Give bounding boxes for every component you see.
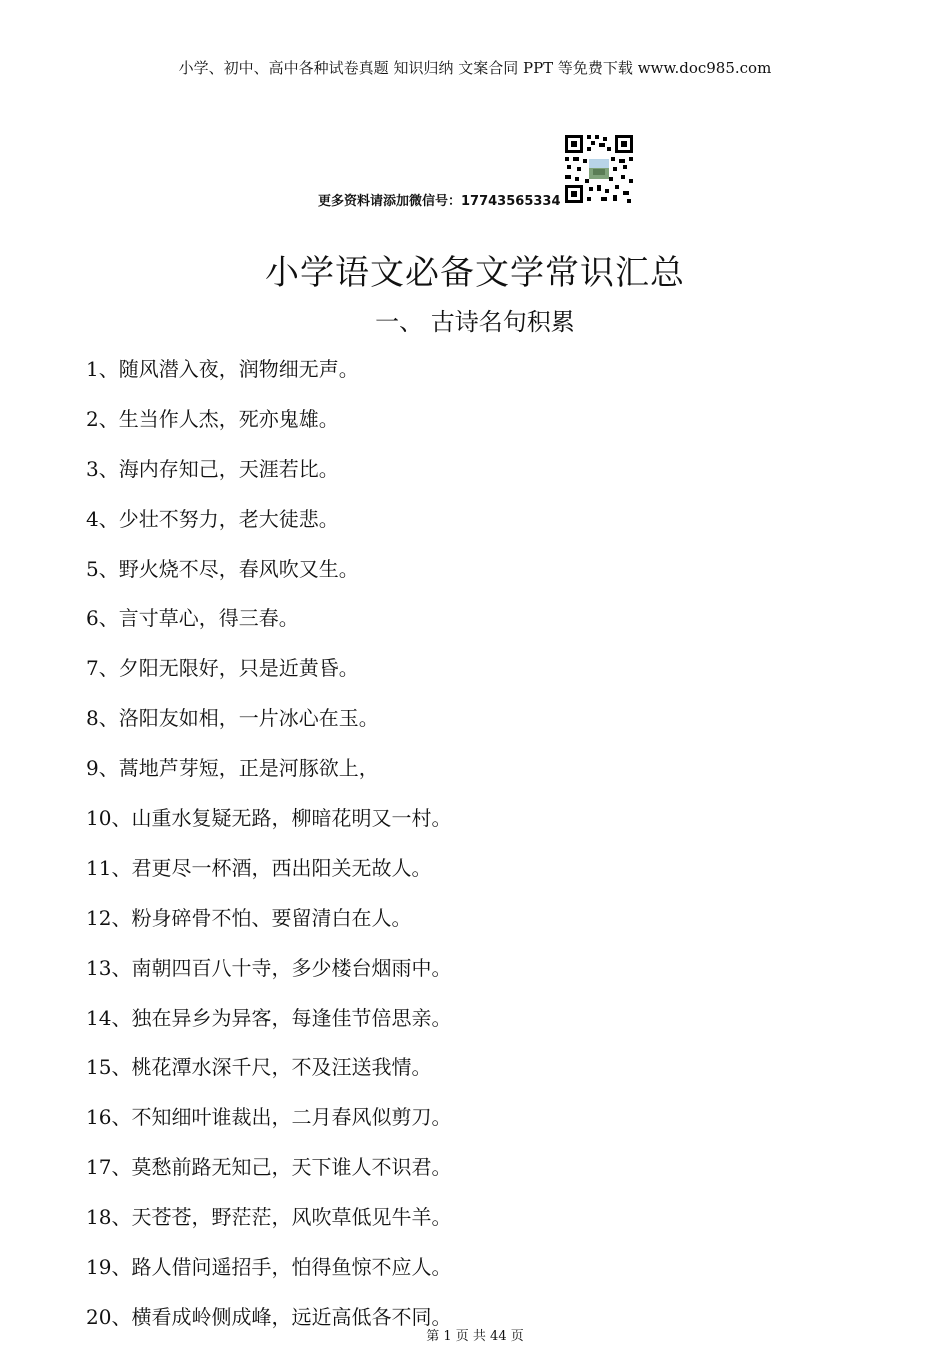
poem-line: 桃花潭水深千尺，不及汪送我情。 xyxy=(131,1055,432,1080)
list-item xyxy=(86,1053,451,1103)
list-item xyxy=(86,355,451,405)
poem-line: 莫愁前路无知己，天下谁人不识君。 xyxy=(131,1155,452,1180)
poem-line: 南朝四百八十寺，多少楼台烟雨中。 xyxy=(131,955,452,980)
poem-line: 天苍苍，野茫茫，风吹草低见牛羊。 xyxy=(131,1205,452,1230)
poem-line: 洛阳友如相，一片冰心在玉。 xyxy=(118,706,379,731)
poem-line: 粉身碎骨不怕、要留清白在人。 xyxy=(131,905,412,930)
poem-line: 野火烧不尽，春风吹又生。 xyxy=(118,556,359,581)
item-number: 7、 xyxy=(86,656,119,681)
poem-line: 海内存知己，天涯若比。 xyxy=(118,456,339,481)
item-number: 11、 xyxy=(86,855,132,880)
poem-line: 生当作人杰，死亦鬼雄。 xyxy=(118,406,339,431)
poem-line: 夕阳无限好，只是近黄昏。 xyxy=(118,656,359,681)
qr-code-icon xyxy=(563,133,635,205)
item-number: 19、 xyxy=(86,1255,132,1280)
item-number: 16、 xyxy=(86,1105,132,1130)
poem-line: 君更尽一杯酒，西出阳关无故人。 xyxy=(131,855,432,880)
item-number: 15、 xyxy=(86,1055,132,1080)
list-item xyxy=(86,1253,451,1303)
item-number: 13、 xyxy=(86,955,132,980)
poem-line: 蒿地芦芽短，正是河豚欲上， xyxy=(118,756,379,781)
item-number: 5、 xyxy=(86,556,119,581)
list-item xyxy=(86,505,451,555)
list-item xyxy=(86,854,451,904)
poem-list xyxy=(86,355,451,1353)
item-number: 9、 xyxy=(86,756,119,781)
list-item xyxy=(86,754,451,804)
poem-line: 少壮不努力，老大徒悲。 xyxy=(118,506,339,531)
list-item xyxy=(86,954,451,1004)
item-number: 2、 xyxy=(86,406,119,431)
poem-line: 不知细叶谁裁出，二月春风似剪刀。 xyxy=(131,1105,452,1130)
list-item xyxy=(86,1103,451,1153)
poem-line: 山重水复疑无路，柳暗花明又一村。 xyxy=(131,806,452,831)
page-footer: 第 1 页 共 44 页 xyxy=(426,1329,524,1344)
list-item xyxy=(86,1203,451,1253)
section-title: 一、 古诗名句积累 xyxy=(375,308,575,336)
list-item xyxy=(86,804,451,854)
list-item xyxy=(86,904,451,954)
item-number: 8、 xyxy=(86,706,119,731)
list-item xyxy=(86,1153,451,1203)
poem-line: 随风潜入夜，润物细无声。 xyxy=(118,357,359,381)
list-item xyxy=(86,704,451,754)
poem-line: 言寸草心，得三春。 xyxy=(118,606,299,631)
item-number: 3、 xyxy=(86,456,119,481)
item-number: 18、 xyxy=(86,1205,132,1230)
document-title: 小学语文必备文学常识汇总 xyxy=(265,253,685,293)
item-number: 1、 xyxy=(86,357,119,381)
list-item xyxy=(86,1004,451,1054)
item-number: 10、 xyxy=(86,806,132,831)
header-promo-text: 小学、初中、高中各种试卷真题 知识归纳 文案合同 PPT 等免费下载 www.doc985.com xyxy=(178,59,772,77)
wechat-contact-text: 更多资料请添加微信号：17743565334 xyxy=(318,194,561,209)
list-item xyxy=(86,555,451,605)
poem-line: 路人借问遥招手，怕得鱼惊不应人。 xyxy=(131,1255,452,1280)
item-number: 12、 xyxy=(86,905,132,930)
list-item xyxy=(86,455,451,505)
list-item xyxy=(86,604,451,654)
item-number: 14、 xyxy=(86,1005,132,1030)
item-number: 20、 xyxy=(86,1304,132,1329)
list-item xyxy=(86,654,451,704)
poem-line: 横看成岭侧成峰，远近高低各不同。 xyxy=(131,1304,452,1329)
poem-line: 独在异乡为异客，每逢佳节倍思亲。 xyxy=(131,1005,452,1030)
item-number: 17、 xyxy=(86,1155,132,1180)
item-number: 4、 xyxy=(86,506,119,531)
list-item xyxy=(86,405,451,455)
item-number: 6、 xyxy=(86,606,119,631)
